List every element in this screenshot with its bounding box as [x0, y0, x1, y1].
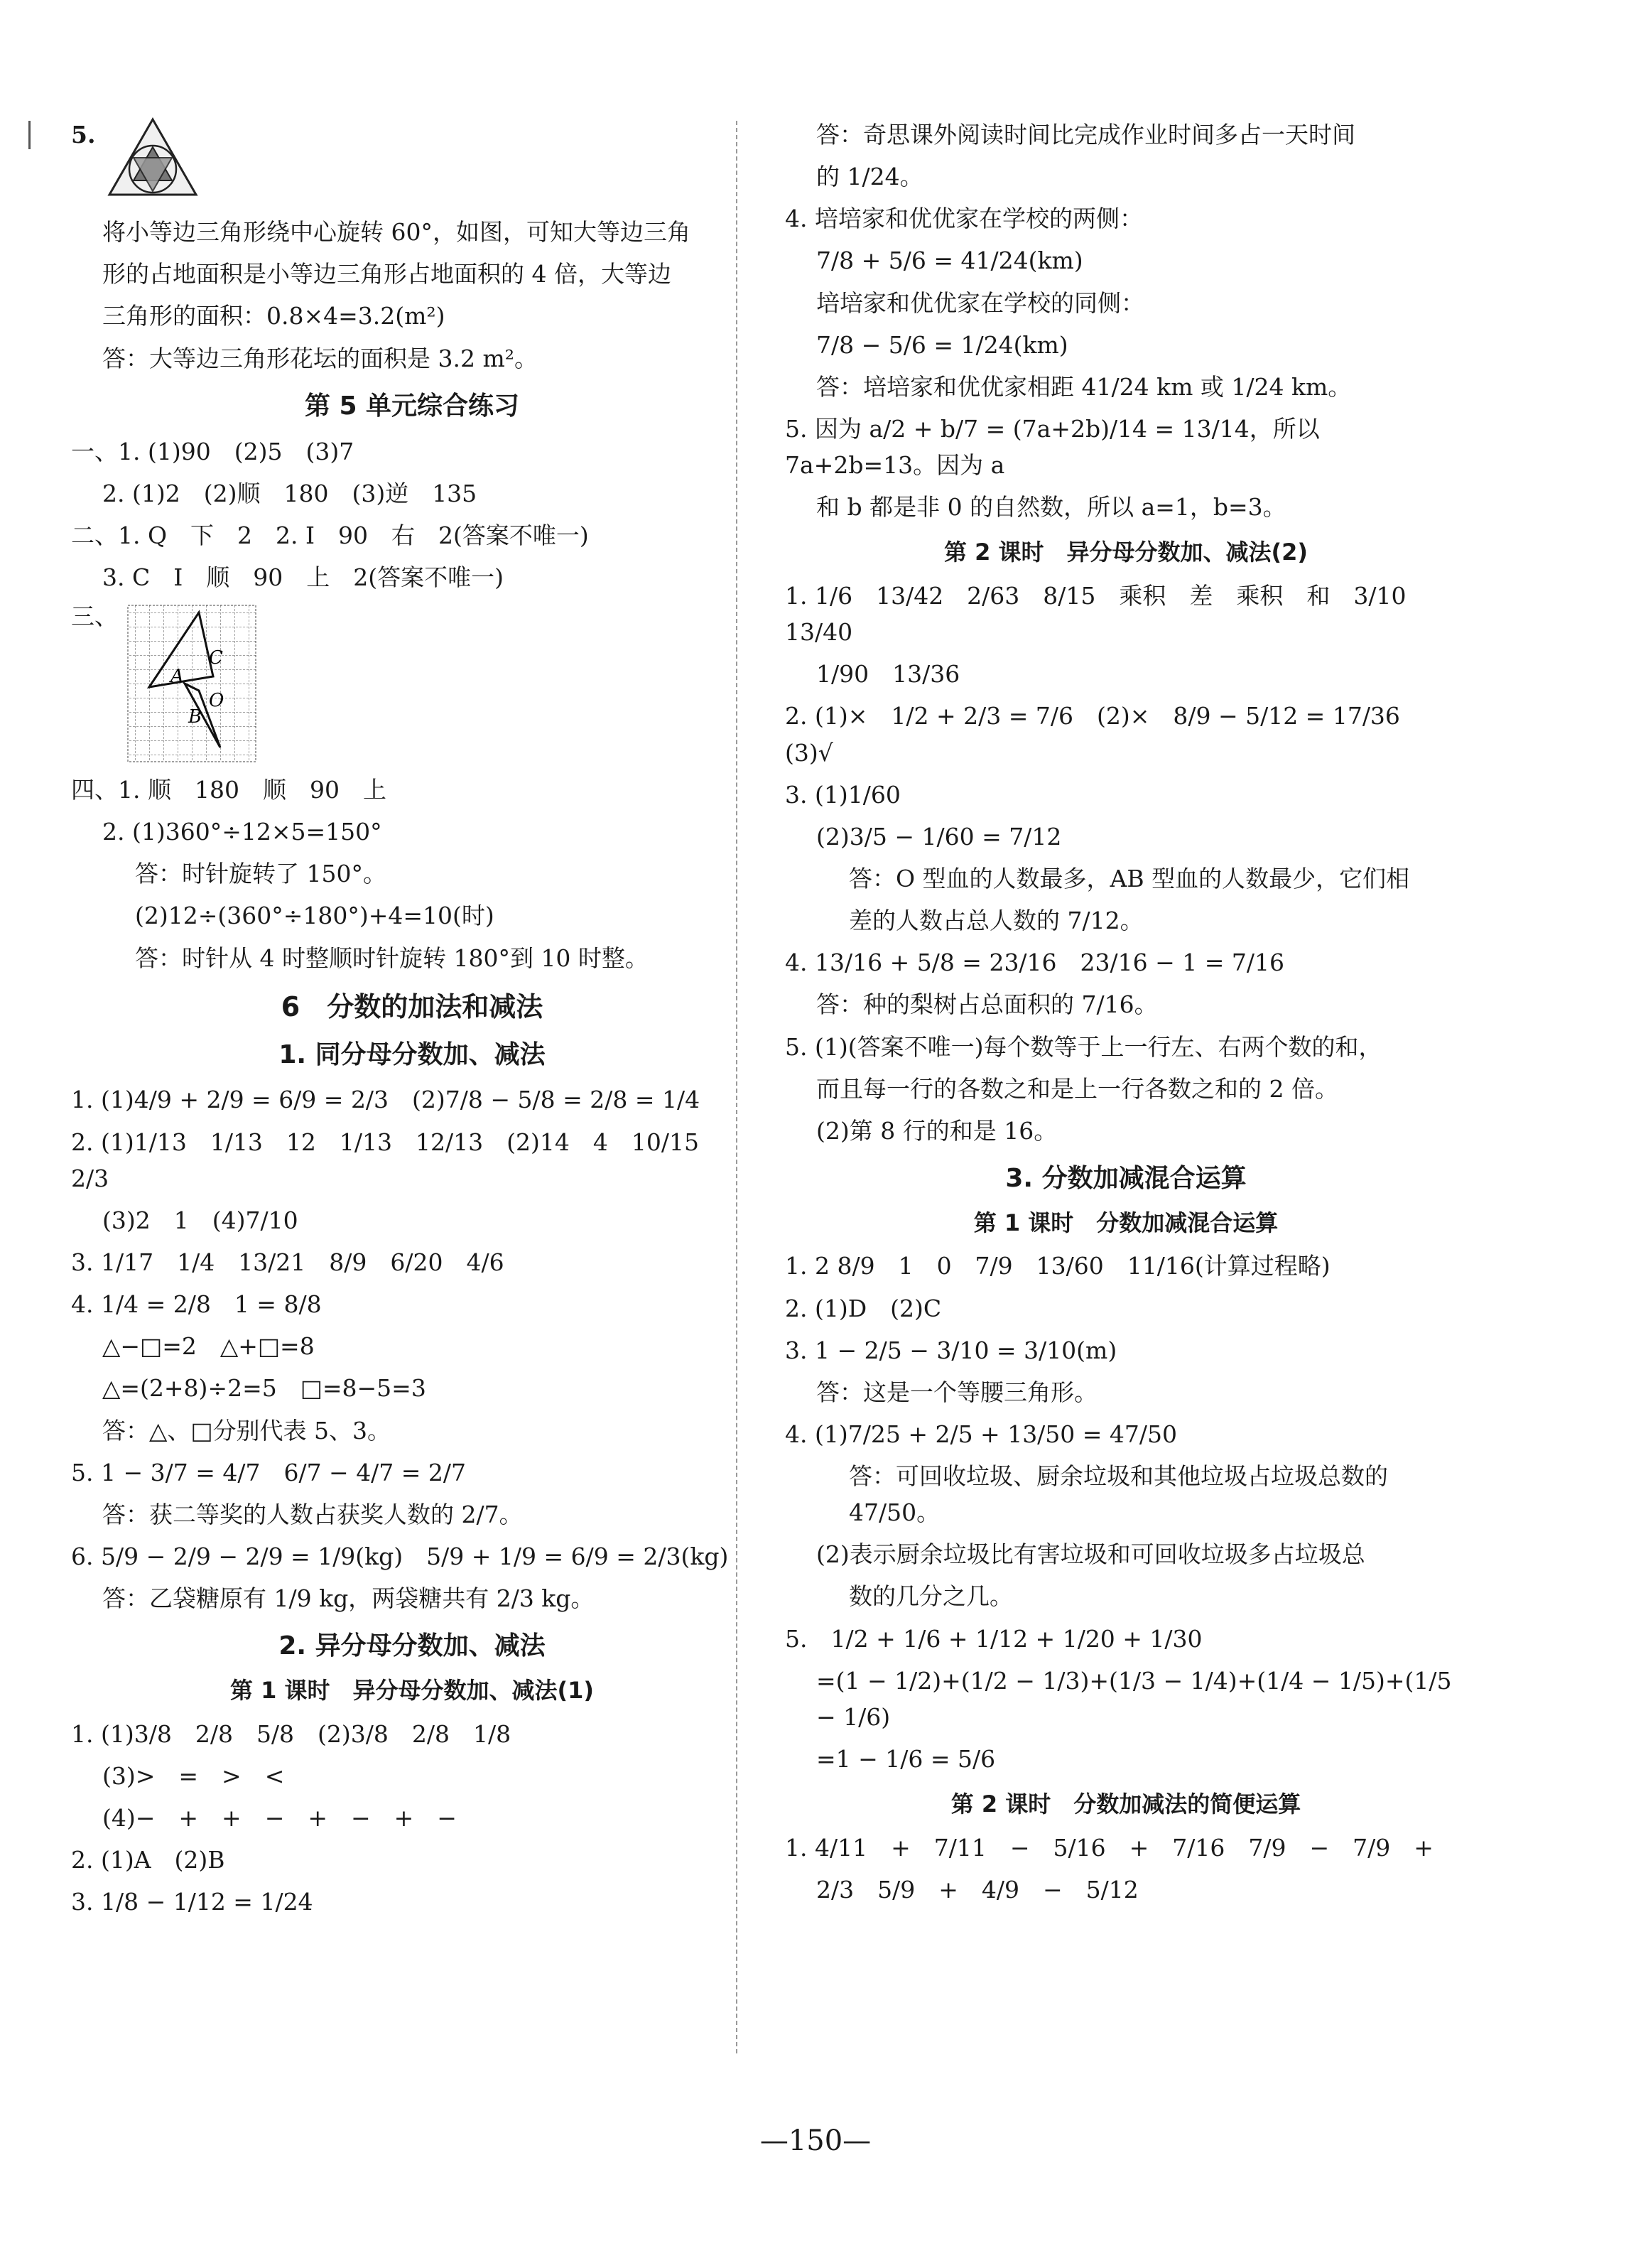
s3-q4c: 数的几分之几。 [849, 1582, 1013, 1611]
unit5-title: 第 5 单元综合练习 [304, 391, 520, 421]
u5-part4-q1: 四、1. 顺 180 顺 90 上 [71, 776, 386, 804]
u5-part4-q2: 2. (1)360°÷12×5=150° [102, 818, 382, 846]
s1-q2b: (3)2 1 (4)7/10 [102, 1206, 298, 1234]
s3-lesson1-title: 第 1 课时 分数加减混合运算 [973, 1209, 1279, 1236]
r-q4c: 7/8 − 5/6 = 1/24(km) [816, 330, 1068, 359]
u5-part1-q2: 2. (1)2 (2)顺 180 (3)逆 135 [102, 479, 477, 507]
page-number: —150— [759, 2124, 872, 2157]
u5-part2-q1: 二、1. Q 下 2 2. I 90 右 2(答案不唯一) [71, 521, 589, 549]
column-tick-left [28, 121, 31, 149]
section3-title: 3. 分数加减混合运算 [1005, 1163, 1247, 1193]
u5-part4-q2-answer2: 答：时针从 4 时整顺时针旋转 180°到 10 时整。 [135, 944, 649, 972]
s3-q3-answer: 答：这是一个等腰三角形。 [816, 1378, 1098, 1406]
right-column [785, 114, 1467, 1911]
s3-q5c: =1 − 1/6 = 5/6 [816, 1745, 996, 1773]
s1-q4a: △−□=2 △+□=8 [102, 1332, 315, 1361]
u5-part3-label: 三、 [71, 603, 118, 631]
q5-text3: 三角形的面积：0.8×4=3.2(m²) [102, 302, 445, 330]
l2-q4-answer: 答：种的梨树占总面积的 7/16。 [816, 990, 1158, 1019]
l2-q1: 1. 1/6 13/42 2/63 8/15 乘积 差 乘积 和 3/10 13/40 [785, 582, 1430, 647]
u5-part4-q2-part2: (2)12÷(360°÷180°)+4=10(时) [135, 902, 494, 930]
l2-q4: 4. 13/16 + 5/8 = 23/16 23/16 − 1 = 7/16 [785, 949, 1285, 977]
l2-q1b: 1/90 13/36 [816, 660, 960, 688]
s1-q4-answer: 答：△、□分别代表 5、3。 [102, 1416, 391, 1444]
s3-q5b: =(1 − 1/2)+(1/2 − 1/3)+(1/3 − 1/4)+(1/4 − 1/5)+(1/5 − 1/6) [816, 1666, 1452, 1731]
q5-text2: 形的占地面积是小等边三角形占地面积的 4 倍，大等边 [102, 260, 671, 288]
grid-label-a: A [170, 666, 184, 688]
l2-q3-answer1: 答：O 型血的人数最多，AB 型血的人数最少，它们相 [849, 864, 1410, 892]
l2-q5: 5. (1)(答案不唯一)每个数等于上一行左、右两个数的和， [785, 1032, 1382, 1061]
s1-q6: 6. 5/9 − 2/9 − 2/9 = 1/9(kg) 5/9 + 1/9 = 6/9 = 2/3(kg) [71, 1543, 729, 1570]
s2-q3: 3. 1/8 − 1/12 = 1/24 [71, 1888, 313, 1916]
s1-q2: 2. (1)1/13 1/13 12 1/13 12/13 (2)14 4 10/15 2/3 [71, 1128, 722, 1192]
s3-q4b: (2)表示厨余垃圾比有害垃圾和可回收垃圾多占垃圾总 [816, 1540, 1365, 1569]
l2-q5b: 而且每一行的各数之和是上一行各数之和的 2 倍。 [816, 1074, 1338, 1103]
r-q5: 5. 因为 a/2 + b/7 = (7a+2b)/14 = 13/14，所以 7a+2b=13。因为 a [785, 414, 1320, 480]
s1-q4: 4. 1/4 = 2/8 1 = 8/8 [71, 1290, 322, 1319]
s2-q1b: (3)> = > < [102, 1761, 285, 1790]
s1-q4b: △=(2+8)÷2=5 □=8−5=3 [102, 1374, 426, 1403]
left-column [71, 114, 753, 1923]
r-answer0a: 答：奇思课外阅读时间比完成作业时间多占一天时间 [816, 121, 1355, 148]
q5-label: 5. [71, 121, 96, 148]
s3-q5: 5. 1/2 + 1/6 + 1/12 + 1/20 + 1/30 [785, 1624, 1203, 1653]
r-q5b: 和 b 都是非 0 的自然数，所以 a=1，b=3。 [816, 493, 1286, 522]
s2-q2: 2. (1)A (2)B [71, 1846, 225, 1874]
s2-q1a: 1. (1)3/8 2/8 5/8 (2)3/8 2/8 1/8 [71, 1719, 511, 1748]
s1-q1: 1. (1)4/9 + 2/9 = 6/9 = 2/3 (2)7/8 − 5/8 = 2/8 = 1/4 [71, 1086, 700, 1114]
section1-title: 1. 同分母分数加、减法 [278, 1040, 546, 1069]
lesson2-title: 第 2 课时 异分母分数加、减法(2) [943, 539, 1308, 566]
r-answer0b: 的 1/24。 [816, 163, 923, 191]
grid-label-c: C [209, 647, 223, 669]
r-q4a: 7/8 + 5/6 = 41/24(km) [816, 247, 1083, 275]
q5-header [71, 114, 753, 211]
s3-q4-answer: 答：可回收垃圾、厨余垃圾和其他垃圾占垃圾总数的 47/50。 [849, 1462, 1388, 1527]
grid-label-o: O [209, 690, 224, 712]
grid-label-b: B [188, 706, 202, 728]
s3-lesson2-title: 第 2 课时 分数加减法的简便运算 [950, 1791, 1301, 1818]
section2-title: 2. 异分母分数加、减法 [278, 1631, 546, 1661]
rotation-grid-figure [121, 598, 263, 769]
s3-l2-q1b: 2/3 5/9 + 4/9 − 5/12 [816, 1875, 1139, 1904]
s1-q5-answer: 答：获二等奖的人数占获奖人数的 2/7。 [102, 1500, 523, 1528]
s1-q3: 3. 1/17 1/4 13/21 8/9 6/20 4/6 [71, 1248, 504, 1277]
l2-q2: 2. (1)× 1/2 + 2/3 = 7/6 (2)× 8/9 − 5/12 = 17/36 (3)√ [785, 702, 1424, 767]
q5-answer: 答：大等边三角形花坛的面积是 3.2 m²。 [102, 344, 538, 372]
l2-q5c: (2)第 8 行的和是 16。 [816, 1116, 1058, 1145]
star-of-david-figure [107, 117, 199, 208]
s3-q4: 4. (1)7/25 + 2/5 + 13/50 = 47/50 [785, 1420, 1178, 1448]
l2-q3-answer2: 差的人数占总人数的 7/12。 [849, 907, 1144, 935]
r-q4: 4. 培培家和优优家在学校的两侧： [785, 205, 1143, 233]
r-q4b: 培培家和优优家在学校的同侧： [816, 288, 1144, 317]
q5-text1: 将小等边三角形绕中心旋转 60°，如图，可知大等边三角 [102, 218, 690, 247]
s3-q2: 2. (1)D (2)C [785, 1294, 942, 1322]
l2-q3: 3. (1)1/60 [785, 780, 901, 809]
u5-part2-q3: 3. C I 顺 90 上 2(答案不唯一) [102, 563, 504, 591]
chapter6-title: 6 分数的加法和减法 [281, 990, 543, 1022]
l2-q3b: (2)3/5 − 1/60 = 7/12 [816, 822, 1062, 850]
s1-q5: 5. 1 − 3/7 = 4/7 6/7 − 4/7 = 2/7 [71, 1458, 467, 1486]
u5-part3 [71, 598, 753, 769]
s2-lesson1-title: 第 1 课时 异分母分数加、减法(1) [229, 1677, 595, 1705]
s3-q3: 3. 1 − 2/5 − 3/10 = 3/10(m) [785, 1336, 1117, 1364]
s2-q1c: (4)− + + − + − + − [102, 1803, 457, 1832]
u5-part1-q1: 一、1. (1)90 (2)5 (3)7 [71, 437, 354, 465]
s1-q6-answer: 答：乙袋糖原有 1/9 kg，两袋糖共有 2/3 kg。 [102, 1584, 595, 1613]
r-q4-answer: 答：培培家和优优家相距 41/24 km 或 1/24 km。 [816, 372, 1352, 401]
s3-l2-q1: 1. 4/11 + 7/11 − 5/16 + 7/16 7/9 − 7/9 + [785, 1833, 1434, 1862]
u5-part4-q2-answer1: 答：时针旋转了 150°。 [135, 860, 386, 888]
s3-q1: 1. 2 8/9 1 0 7/9 13/60 11/16(计算过程略) [785, 1252, 1331, 1280]
